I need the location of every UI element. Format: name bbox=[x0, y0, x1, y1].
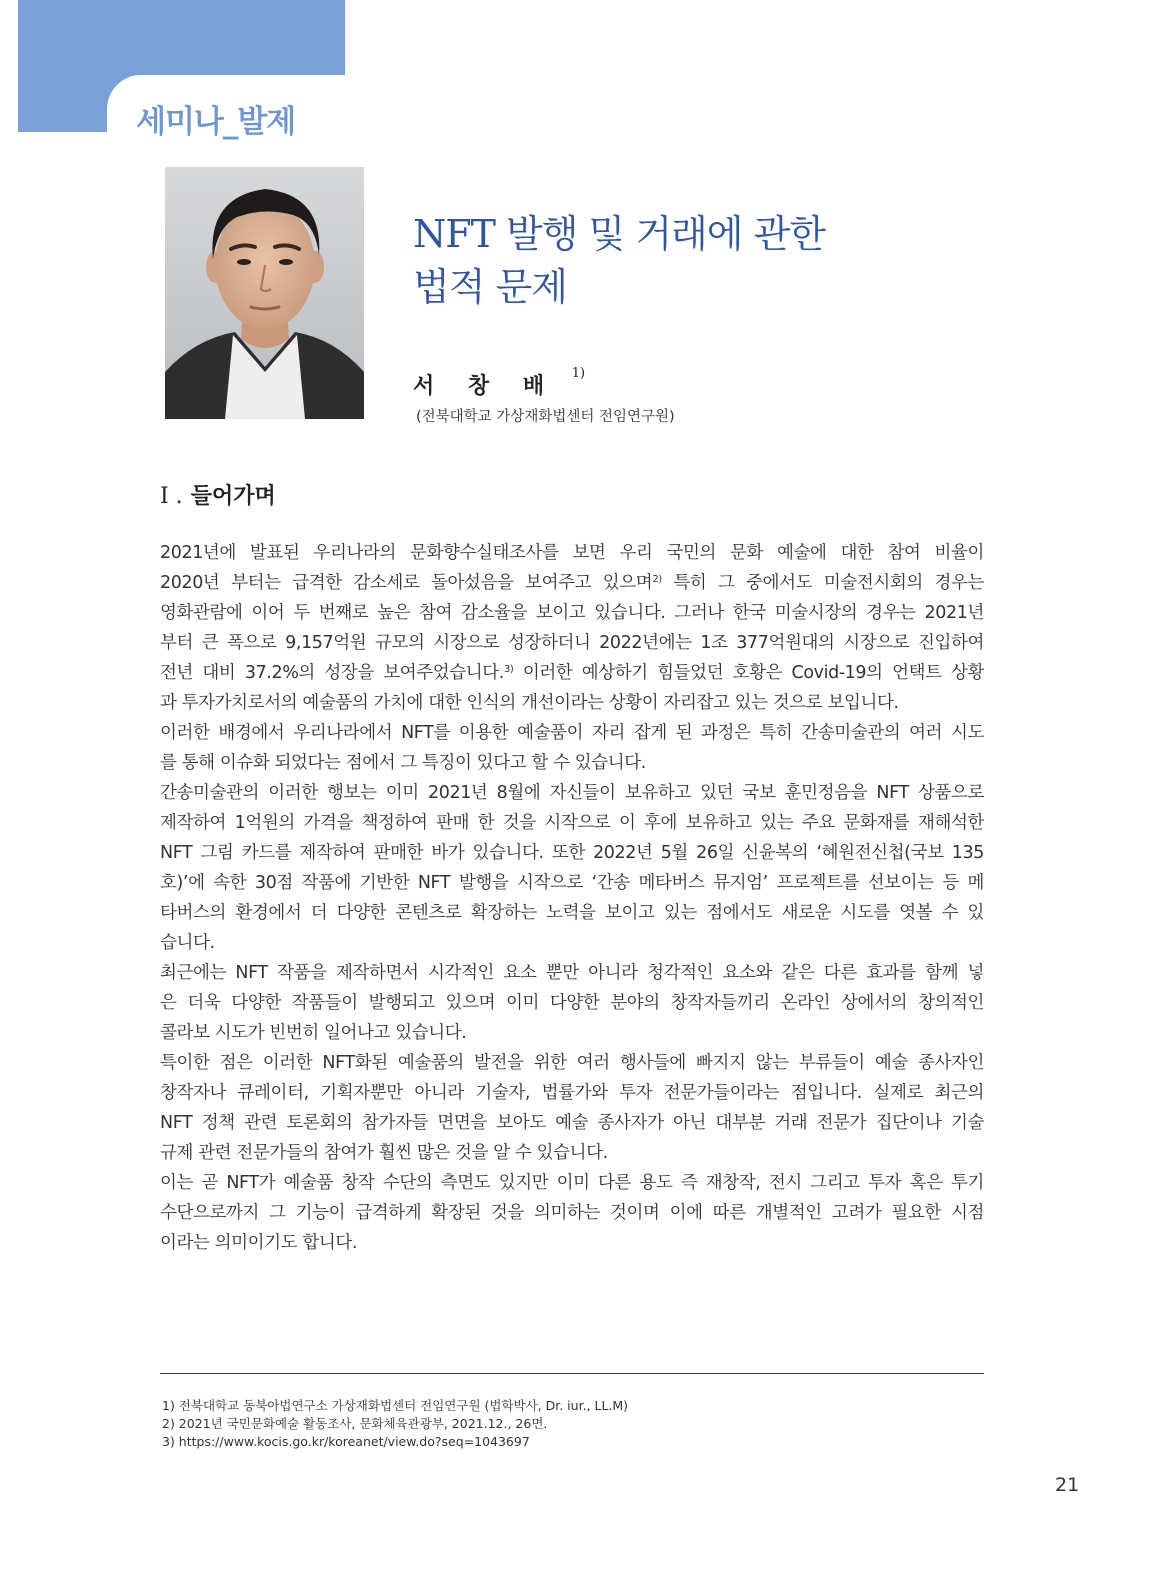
body-line-text: 습니다. bbox=[160, 933, 215, 953]
body-line-text: 수단으로까지 그 기능이 급격하게 확장된 것을 의미하는 것이며 이에 따른 개별적인 고려가 필요한 시점 bbox=[160, 1203, 984, 1223]
body-line bbox=[160, 778, 984, 808]
body-line-text: 호)’에 속한 30점 작품에 기반한 NFT 발행을 시작으로 ‘간송 메타버스 뮤지엄’ 프로젝트를 선보이는 등 메 bbox=[160, 873, 984, 893]
body-line-text: 2020년 부터는 급격한 감소세로 돌아섰음을 보여주고 있으며 bbox=[160, 573, 653, 593]
body-line-text: 전년 대비 37.2%의 성장을 보여주었습니다. bbox=[160, 663, 504, 683]
section-numeral: I . bbox=[160, 484, 183, 509]
body-line bbox=[160, 1108, 984, 1138]
body-line bbox=[160, 1228, 984, 1258]
body-line bbox=[160, 538, 984, 568]
body-line bbox=[160, 928, 984, 958]
body-line bbox=[160, 1138, 984, 1168]
footnote-ref[interactable]: 2) bbox=[652, 574, 662, 585]
body-line-text: 은 더욱 다양한 작품들이 발행되고 있으며 이미 다양한 분야의 창작자들끼리 온라인 상에서의 창의적인 bbox=[160, 993, 984, 1013]
body-line-text: 이는 곧 NFT가 예술품 창작 수단의 측면도 있지만 이미 다른 용도 즉 재창작, 전시 그리고 투자 혹은 투기 bbox=[160, 1173, 984, 1193]
section-heading bbox=[160, 479, 276, 510]
footnote-ref[interactable]: 3) bbox=[503, 664, 514, 675]
body-line-text: 타버스의 환경에서 더 다양한 콘텐츠로 확장하는 노력을 보이고 있는 점에서도 새로운 시도를 엿볼 수 있 bbox=[160, 903, 984, 923]
body-line-text-continued: 이러한 예상하기 힘들었던 호황은 Covid-19의 언택트 상황 bbox=[513, 663, 984, 683]
body-line bbox=[160, 598, 984, 628]
body-line bbox=[160, 1078, 984, 1108]
body-text bbox=[160, 538, 984, 1258]
body-line-text: 를 통해 이슈화 되었다는 점에서 그 특징이 있다고 할 수 있습니다. bbox=[160, 753, 646, 773]
body-line-text: 콜라보 시도가 빈번히 일어나고 있습니다. bbox=[160, 1023, 467, 1043]
body-line-text: NFT 정책 관련 토론회의 참가자들 면면을 보아도 예술 종사자가 아닌 대부분 거래 전문가 집단이나 기술 bbox=[160, 1113, 984, 1133]
body-line bbox=[160, 688, 984, 718]
body-line bbox=[160, 838, 984, 868]
article-title bbox=[413, 208, 973, 314]
body-line-text: 제작하여 1억원의 가격을 책정하여 판매 한 것을 시작으로 이 후에 보유하고 있는 주요 문화재를 재해석한 bbox=[160, 813, 984, 833]
author-name-text: 서 창 배 bbox=[413, 374, 558, 399]
body-line bbox=[160, 1048, 984, 1078]
footnote-2: 2) 2021년 국민문화예술 활동조사, 문화체육관광부, 2021.12., 26면. bbox=[162, 1416, 548, 1431]
body-line-text: 이러한 배경에서 우리나라에서 NFT를 이용한 예술품이 자리 잡게 된 과정은 특히 간송미술관의 여러 시도 bbox=[160, 723, 984, 743]
body-line-text: 영화관람에 이어 두 번째로 높은 참여 감소율을 보이고 있습니다. 그러나 한국 미술시장의 경우는 2021년 bbox=[160, 603, 984, 623]
body-line bbox=[160, 718, 984, 748]
page-number: 21 bbox=[1055, 1474, 1080, 1496]
body-line-text: 창작자나 큐레이터, 기획자뿐만 아니라 기술자, 법률가와 투자 전문가들이라는 점입니다. 실제로 최근의 bbox=[160, 1083, 984, 1103]
body-line-text: 이라는 의미이기도 합니다. bbox=[160, 1233, 358, 1253]
body-line-text: 2021년에 발표된 우리나라의 문화향수실태조사를 보면 우리 국민의 문화 예술에 대한 참여 비율이 bbox=[160, 543, 984, 563]
body-line bbox=[160, 748, 984, 778]
body-line-text: 과 투자가치로서의 예술품의 가치에 대한 인식의 개선이라는 상황이 자리잡고 있는 것으로 보입니다. bbox=[160, 693, 899, 713]
article-title-line-2: 법적 문제 bbox=[413, 265, 567, 309]
body-line bbox=[160, 958, 984, 988]
body-line bbox=[160, 988, 984, 1018]
body-line bbox=[160, 658, 984, 688]
body-line bbox=[160, 868, 984, 898]
body-line-text: 부터 큰 폭으로 9,157억원 규모의 시장으로 성장하더니 2022년에는 1조 377억원대의 시장으로 진입하여 bbox=[160, 633, 984, 653]
body-line-text: NFT 그림 카드를 제작하여 판매한 바가 있습니다. 또한 2022년 5월 26일 신윤복의 ‘혜원전신첩(국보 135 bbox=[160, 843, 984, 863]
body-line bbox=[160, 1018, 984, 1048]
body-line-text-continued: 특히 그 중에서도 미술전시회의 경우는 bbox=[661, 573, 984, 593]
article-title-line-1: NFT 발행 및 거래에 관한 bbox=[413, 212, 825, 256]
body-line bbox=[160, 628, 984, 658]
body-line-text: 규제 관련 전문가들의 참여가 훨씬 많은 것을 알 수 있습니다. bbox=[160, 1143, 608, 1163]
body-line bbox=[160, 568, 984, 598]
author-affiliation: (전북대학교 가상재화법센터 전임연구원) bbox=[416, 409, 675, 425]
footnote-divider bbox=[160, 1373, 984, 1374]
body-line bbox=[160, 898, 984, 928]
author-footnote-ref[interactable]: 1) bbox=[571, 366, 586, 381]
body-line-text: 최근에는 NFT 작품을 제작하면서 시각적인 요소 뿐만 아니라 청각적인 요소와 같은 다른 효과를 함께 넣 bbox=[160, 963, 984, 983]
footnotes bbox=[162, 1397, 628, 1451]
section-label: 세미나_발제 bbox=[136, 104, 296, 140]
body-line bbox=[160, 1168, 984, 1198]
author-name bbox=[413, 366, 591, 400]
author-photo bbox=[165, 167, 364, 419]
section-heading-text: 들어가며 bbox=[190, 484, 276, 509]
body-line bbox=[160, 808, 984, 838]
footnote-1: 1) 전북대학교 동북아법연구소 가상재화법센터 전임연구원 (법학박사, Dr. iur., LL.M) bbox=[162, 1398, 629, 1413]
footnote-3[interactable]: 3) https://www.kocis.go.kr/koreanet/view.do?seq=1043697 bbox=[162, 1434, 530, 1449]
body-line bbox=[160, 1198, 984, 1228]
body-line-text: 간송미술관의 이러한 행보는 이미 2021년 8월에 자신들이 보유하고 있던 국보 훈민정음을 NFT 상품으로 bbox=[160, 783, 984, 803]
body-line-text: 특이한 점은 이러한 NFT화된 예술품의 발전을 위한 여러 행사들에 빠지지 않는 부류들이 예술 종사자인 bbox=[160, 1053, 984, 1073]
